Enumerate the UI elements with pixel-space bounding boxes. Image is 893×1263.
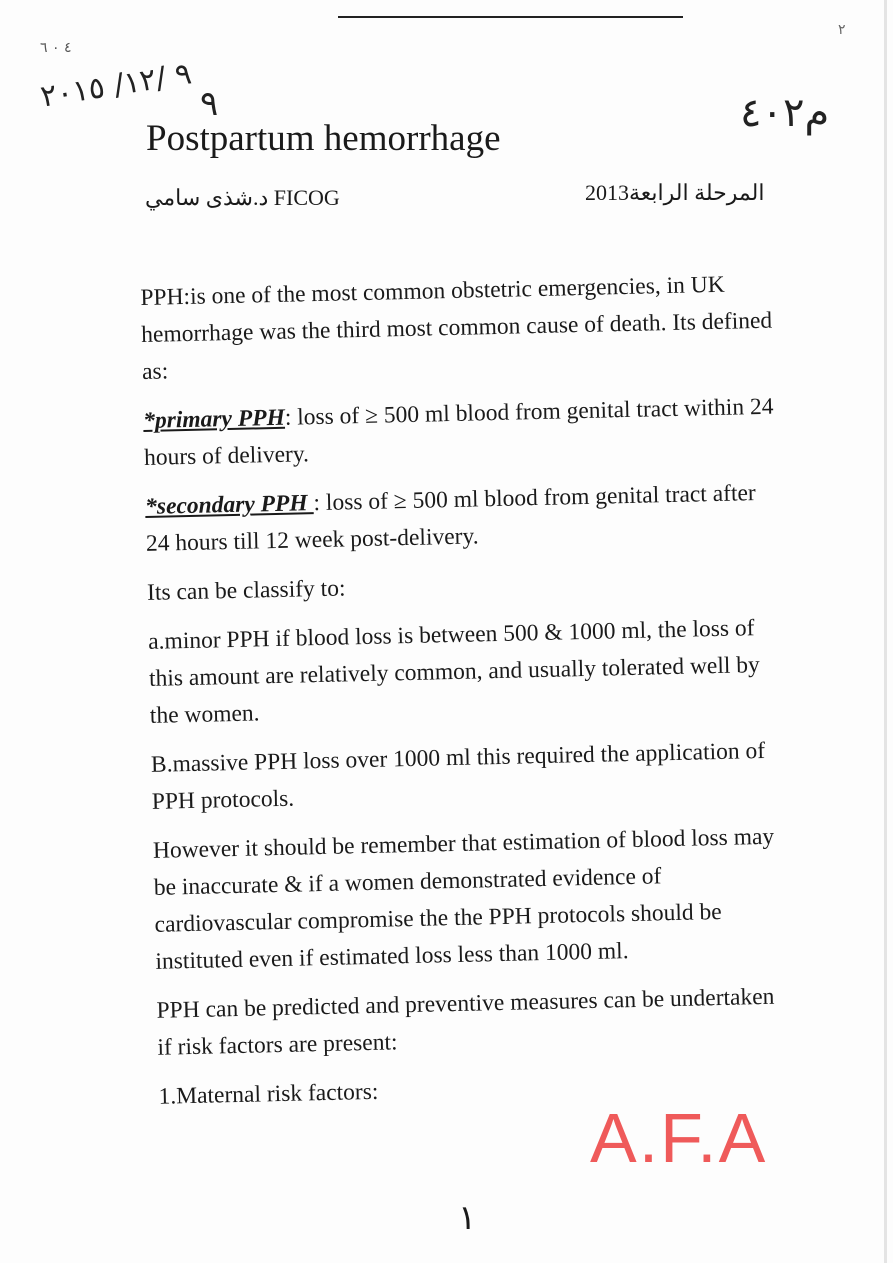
- minor-pph-paragraph: a.minor PPH if blood loss is between 500 & 1000 ml, the loss of this amount are relatively common, and usually tolerated well by the women.: [147, 615, 761, 729]
- handwritten-code: م٤٠٢: [740, 90, 830, 136]
- prediction-paragraph: PPH can be predicted and preventive measures can be undertaken if risk factors are present:: [156, 983, 775, 1061]
- primary-definition: [143, 389, 780, 477]
- handwritten-top-left: ٤ ٠ ٦: [40, 40, 72, 56]
- body-text: [140, 266, 794, 1128]
- stamp-watermark: A.F.A: [590, 1099, 768, 1177]
- handwritten-date: ٩ /١٢/ ٢٠١٥: [38, 56, 194, 115]
- author-line: د.شذى سامي FICOG: [145, 185, 340, 210]
- primary-term: *primary PPH: [142, 404, 286, 434]
- page-title: Postpartum hemorrhage: [146, 118, 501, 159]
- estimation-paragraph: However it should be remember that estimation of blood loss may be inaccurate & if a women demonstrated evidence of cardiovascular compromise the the PPH protocols should be instituted even if estimated loss less than 1000 ml.: [152, 823, 775, 975]
- intro-paragraph: PPH:is one of the most common obstetric emergencies, in UK hemorrhage was the third most common cause of death. Its defined as:: [140, 271, 773, 385]
- page-number: ١: [458, 1200, 477, 1237]
- top-rule: [338, 16, 683, 18]
- primary-text: : loss of ≥ 500 ml blood from genital tract within 24 hours of delivery.: [143, 393, 774, 471]
- classification-heading: Its can be classify to:: [146, 575, 346, 606]
- massive-pph-paragraph: B.massive PPH loss over 1000 ml this required the application of PPH protocols.: [150, 737, 766, 815]
- handwritten-top-right: ٢: [838, 22, 846, 38]
- secondary-definition: [145, 475, 782, 563]
- scan-edge: [884, 0, 887, 1263]
- secondary-text: : loss of ≥ 500 ml blood from genital tract after 24 hours till 12 week post-delivery.: [145, 480, 757, 557]
- handwritten-mark: ٩: [200, 84, 219, 124]
- maternal-risk-heading: 1.Maternal risk factors:: [158, 1078, 379, 1110]
- secondary-term: *secondary PPH: [144, 490, 314, 520]
- stage-line: المرحلة الرابعة2013: [585, 180, 765, 205]
